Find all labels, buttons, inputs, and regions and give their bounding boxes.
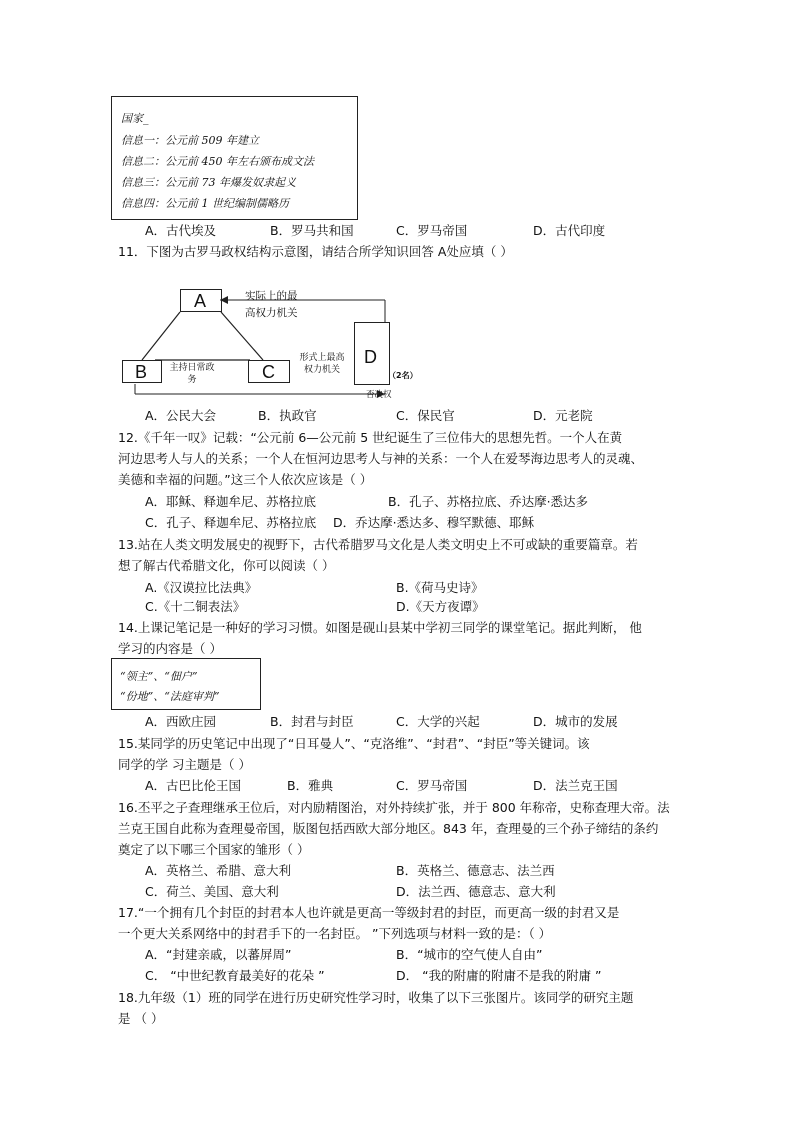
- q10-option-b[interactable]: B．罗马共和国: [270, 223, 354, 238]
- q15-stem-line: 15.某同学的历史笔记中出现了“日耳曼人”、“克洛维”、“封君”、“封臣”等关键词。该: [118, 736, 590, 751]
- q16-stem-line: 奠定了以下哪三个国家的雏形（ ）: [118, 842, 310, 857]
- q15-stem-line: 同学的学 习主题是（ ）: [118, 757, 251, 772]
- q14-option-a[interactable]: A．西欧庄园: [145, 714, 217, 729]
- top-arrow-label: 实际上的最: [245, 290, 298, 302]
- q10-option-c[interactable]: C．罗马帝国: [396, 223, 468, 238]
- q16-option-d[interactable]: D．法兰西、德意志、意大利: [396, 884, 556, 899]
- top-arrow-label: 高权力机关: [245, 307, 298, 319]
- q16-option-b[interactable]: B．英格兰、德意志、法兰西: [396, 863, 555, 878]
- q17-stem-line: 一个更大关系网络中的封君手下的一名封臣。 ”下列选项与材料一致的是：（ ）: [118, 926, 552, 941]
- q10-box-line: 国家_: [121, 112, 149, 125]
- q16-stem-line: 16.丕平之子查理继承王位后，对内励精图治，对外持续扩张，并于 800 年称帝，史称查理大帝。法: [118, 800, 670, 815]
- q14-option-d[interactable]: D．城市的发展: [533, 714, 618, 729]
- q10-box-line: 信息一：公元前 509 年建立: [121, 134, 259, 147]
- q12-option-a[interactable]: A．耶稣、释迦牟尼、苏格拉底: [145, 494, 317, 509]
- node-a: A: [180, 289, 222, 312]
- q18-stem-line: 是 （ ）: [118, 1011, 164, 1026]
- q11-option-c[interactable]: C．保民官: [396, 408, 455, 423]
- q14-option-b[interactable]: B．封君与封臣: [270, 714, 354, 729]
- q13-stem-line: 想了解古代希腊文化，你可以阅读（ ）: [118, 558, 335, 573]
- node-c: C: [248, 360, 290, 383]
- q12-option-d[interactable]: D．乔达摩·悉达多、穆罕默德、耶稣: [333, 515, 535, 530]
- q14-note-box: [111, 658, 261, 710]
- q15-option-a[interactable]: A．古巴比伦王国: [145, 778, 242, 793]
- q13-option-c[interactable]: C.《十二铜表法》: [145, 599, 246, 614]
- q16-option-c[interactable]: C．荷兰、美国、意大利: [145, 884, 279, 899]
- bc-edge-label: 主持日常政务: [169, 363, 215, 385]
- q10-option-a[interactable]: A．古代埃及: [145, 223, 217, 238]
- q12-option-c[interactable]: C．孔子、释迦牟尼、苏格拉底: [145, 515, 317, 530]
- node-b: B: [122, 360, 162, 383]
- q10-box-line: 信息三：公元前 73 年爆发奴隶起义: [121, 176, 296, 189]
- q13-option-a[interactable]: A.《汉谟拉比法典》: [145, 580, 258, 595]
- node-d: D: [354, 322, 390, 385]
- q10-option-d[interactable]: D．古代印度: [533, 223, 606, 238]
- q10-box-line: 信息四：公元前 1 世纪编制儒略历: [121, 197, 289, 210]
- q14-note-line: “领主”、“佃户”: [120, 670, 198, 683]
- q13-option-b[interactable]: B.《荷马史诗》: [396, 580, 484, 595]
- q16-option-a[interactable]: A．英格兰、希腊、意大利: [145, 863, 292, 878]
- q17-option-d[interactable]: D． “我的附庸的附庸不是我的附庸 ”: [396, 968, 602, 983]
- q12-stem-line: 河边思考人与人的关系；一个人在恒河边思考人与神的关系：一个人在爱琴海边思考人的灵魂、: [118, 451, 644, 466]
- veto-label: 否决权: [366, 390, 392, 400]
- q17-option-a[interactable]: A．“封建亲戚，以蕃屏周”: [145, 947, 292, 962]
- q13-stem-line: 13.站在人类文明发展史的视野下，古代希腊罗马文化是人类文明史上不可或缺的重要篇章。若: [118, 537, 638, 552]
- q11-option-d[interactable]: D．元老院: [533, 408, 593, 423]
- q17-stem-line: 17.“一个拥有几个封臣的封君本人也许就是更高一等级封君的封臣，而更高一级的封君又是: [118, 905, 620, 920]
- q13-option-d[interactable]: D.《天方夜谭》: [396, 599, 485, 614]
- q17-option-c[interactable]: C． “中世纪教育最美好的花朵 ”: [145, 968, 325, 983]
- q10-box-line: 信息二：公元前 450 年左右颁布成文法: [121, 155, 314, 168]
- q18-stem-line: 18.九年级（1）班的同学在进行历史研究性学习时，收集了以下三张图片。该同学的研究主题: [118, 990, 634, 1005]
- q14-stem-line: 学习的内容是（ ）: [118, 641, 222, 656]
- q11-stem: 11．下图为古罗马政权结构示意图，请结合所学知识回答 A处应填（ ）: [118, 244, 513, 259]
- q14-note-line: “份地”、“法庭审判”: [120, 690, 220, 703]
- q15-option-b[interactable]: B．雅典: [287, 778, 334, 793]
- q12-stem-line: 美德和幸福的问题。”这三个人依次应该是（ ）: [118, 472, 373, 487]
- q11-option-a[interactable]: A．公民大会: [145, 408, 217, 423]
- q14-option-c[interactable]: C．大学的兴起: [396, 714, 480, 729]
- q15-option-c[interactable]: C．罗马帝国: [396, 778, 468, 793]
- q15-option-d[interactable]: D．法兰克王国: [533, 778, 618, 793]
- q16-stem-line: 兰克王国自此称为查理曼帝国，版图包括西欧大部分地区。843 年，查理曼的三个孙子缔结的条约: [118, 821, 659, 836]
- q11-option-b[interactable]: B．执政官: [258, 408, 317, 423]
- q12-option-b[interactable]: B．孔子、苏格拉底、乔达摩·悉达多: [388, 494, 589, 509]
- q12-stem-line: 12.《千年一叹》记载：“公元前 6—公元前 5 世纪诞生了三位伟大的思想先哲。一个人在黄: [118, 430, 623, 445]
- q10-info-box: [111, 96, 358, 220]
- q14-stem-line: 14.上课记笔记是一种好的学习习惯。如图是砚山县某中学初三同学的课堂笔记。据此判断， 他: [118, 620, 642, 635]
- c-side-label: 形式上最高权力机关: [299, 353, 345, 375]
- d-count-label: （2名）: [388, 371, 418, 380]
- q17-option-b[interactable]: B．“城市的空气使人自由”: [396, 947, 543, 962]
